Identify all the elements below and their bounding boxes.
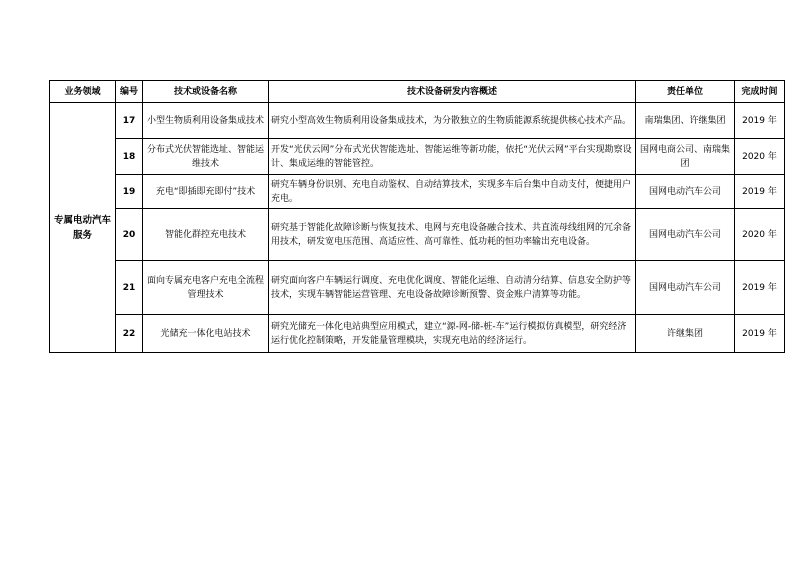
- responsible-unit: 国网电动汽车公司: [636, 175, 735, 209]
- table-row: [50, 261, 785, 315]
- tech-name: 分布式光伏智能选址、智能运维技术: [143, 139, 269, 175]
- row-number: 22: [116, 315, 143, 353]
- domain-cell: 专属电动汽车服务: [50, 103, 116, 353]
- completion-time: 2020 年: [735, 209, 785, 261]
- responsible-unit: 许继集团: [636, 315, 735, 353]
- row-number: 19: [116, 175, 143, 209]
- responsible-unit: 国网电动汽车公司: [636, 261, 735, 315]
- header-domain: 业务领域: [50, 81, 116, 103]
- completion-time: 2019 年: [735, 103, 785, 139]
- completion-time: 2020 年: [735, 139, 785, 175]
- table-row: [50, 315, 785, 353]
- completion-time: 2019 年: [735, 261, 785, 315]
- header-completion-time: 完成时间: [735, 81, 785, 103]
- tech-name: 小型生物质利用设备集成技术: [143, 103, 269, 139]
- responsible-unit: 南瑞集团、许继集团: [636, 103, 735, 139]
- technology-table: [49, 80, 785, 353]
- table-row: [50, 139, 785, 175]
- table-row: [50, 209, 785, 261]
- tech-name: 充电“即插即充即付”技术: [143, 175, 269, 209]
- row-number: 17: [116, 103, 143, 139]
- description: 研究光储充一体化电站典型应用模式，建立“源-网-储-桩-车”运行模拟仿真模型，研究经济运行优化控制策略，开发能量管理模块，实现充电站的经济运行。: [269, 315, 636, 353]
- table-row: [50, 103, 785, 139]
- completion-time: 2019 年: [735, 175, 785, 209]
- responsible-unit: 国网电动汽车公司: [636, 209, 735, 261]
- tech-name: 面向专属充电客户充电全流程管理技术: [143, 261, 269, 315]
- header-responsible-unit: 责任单位: [636, 81, 735, 103]
- responsible-unit: 国网电商公司、南瑞集团: [636, 139, 735, 175]
- description: 研究基于智能化故障诊断与恢复技术、电网与充电设备融合技术、共直流母线组网的冗余备用技术，研发宽电压范围、高适应性、高可靠性、低功耗的恒功率输出充电设备。: [269, 209, 636, 261]
- description: 研究面向客户车辆运行调度、充电优化调度、智能化运维、自动清分结算、信息安全防护等技术，实现车辆智能运营管理、充电设备故障诊断预警、资金账户清算等功能。: [269, 261, 636, 315]
- header-number: 编号: [116, 81, 143, 103]
- row-number: 18: [116, 139, 143, 175]
- header-tech-name: 技术或设备名称: [143, 81, 269, 103]
- table-row: [50, 175, 785, 209]
- tech-name: 光储充一体化电站技术: [143, 315, 269, 353]
- completion-time: 2019 年: [735, 315, 785, 353]
- tech-name: 智能化群控充电技术: [143, 209, 269, 261]
- row-number: 21: [116, 261, 143, 315]
- header-row: [50, 81, 785, 103]
- header-description: 技术设备研发内容概述: [269, 81, 636, 103]
- description: 开发“光伏云网”分布式光伏智能选址、智能运维等新功能，依托“光伏云网”平台实现勘察设计、集成运维的智能管控。: [269, 139, 636, 175]
- row-number: 20: [116, 209, 143, 261]
- description: 研究小型高效生物质利用设备集成技术，为分散独立的生物质能源系统提供核心技术产品。: [269, 103, 636, 139]
- description: 研究车辆身份识别、充电自动鉴权、自动结算技术，实现多车后台集中自动支付，便捷用户充电。: [269, 175, 636, 209]
